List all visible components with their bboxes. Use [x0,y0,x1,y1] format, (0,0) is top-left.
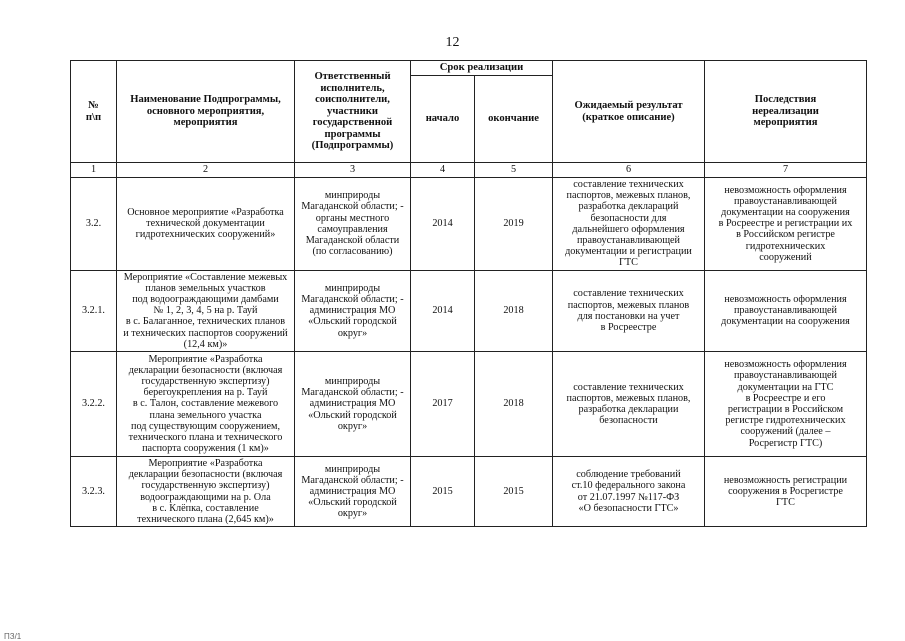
row-number: 3.2.2. [71,352,117,457]
executor: минприроды Магаданской области; - органы местного самоуправления Магаданской области (по согласованию) [295,178,411,271]
column-number: 5 [475,163,553,178]
page-number: 12 [445,35,460,50]
start-year: 2014 [411,270,475,351]
start-year: 2015 [411,457,475,527]
end-year: 2018 [475,270,553,351]
header-name: Наименование Подпрограммы, основного мероприятия, мероприятия [117,61,295,163]
consequence: невозможность регистрации сооружения в Росрегистре ГТС [705,457,867,527]
header-number: № п\п [71,61,117,163]
table-row [71,270,867,351]
header-end: окончание [475,76,553,163]
expected-result: составление технических паспортов, межевых планов для постановки на учет в Росреестре [553,270,705,351]
header-start: начало [411,76,475,163]
end-year: 2019 [475,178,553,271]
column-number: 4 [411,163,475,178]
header-consequence: Последствия нереализации мероприятия [705,61,867,163]
column-number: 3 [295,163,411,178]
table-row [71,457,867,527]
executor: минприроды Магаданской области; - администрация МО «Ольский городской округ» [295,270,411,351]
program-measures-table [70,60,867,527]
measure-name: Мероприятие «Разработка декларации безопасности (включая государственную экспертизу) водоограждающими на р. Ола в с. Клёпка, составление технического плана (2,645 км)» [117,457,295,527]
header-executor: Ответственный исполнитель, соисполнители, участники государственной программы (Подпрограммы) [295,61,411,163]
expected-result: составление технических паспортов, межевых планов, разработка декларации безопасности [553,352,705,457]
executor: минприроды Магаданской области; - администрация МО «Ольский городской округ» [295,457,411,527]
end-year: 2018 [475,352,553,457]
start-year: 2017 [411,352,475,457]
consequence: невозможность оформления правоустанавливающей документации на сооружения [705,270,867,351]
executor: минприроды Магаданской области; - администрация МО «Ольский городской округ» [295,352,411,457]
scan-mark: ПЗ/1 [4,632,22,641]
end-year: 2015 [475,457,553,527]
measure-name: Основное мероприятие «Разработка технической документации гидротехнических сооружений» [117,178,295,271]
header-period: Срок реализации [411,61,553,76]
measure-name: Мероприятие «Разработка декларации безопасности (включая государственную экспертизу) берегоукрепления на р. Тауй в с. Талон, составление межевого плана земельного участка под существующим сооружением, технического плана и технического паспорта сооружения (1 км)» [117,352,295,457]
expected-result: соблюдение требований ст.10 федерального закона от 21.07.1997 №117-ФЗ «О безопасности ГТС» [553,457,705,527]
column-number: 2 [117,163,295,178]
row-number: 3.2. [71,178,117,271]
start-year: 2014 [411,178,475,271]
consequence: невозможность оформления правоустанавливающей документации на сооружения в Росреестре и регистрации их в Российском регистре гидротехнических сооружений [705,178,867,271]
row-number: 3.2.3. [71,457,117,527]
measure-name: Мероприятие «Составление межевых планов земельных участков под водоограждающими дамбами № 1, 2, 3, 4, 5 на р. Тауй в с. Балаганное, технических планов и технических паспортов сооружений (12,4 км)» [117,270,295,351]
consequence: невозможность оформления правоустанавливающей документации на ГТС в Росреестре и его регистрации в Российском регистре гидротехнических сооружений (далее – Росрегистр ГТС) [705,352,867,457]
column-number: 6 [553,163,705,178]
expected-result: составление технических паспортов, межевых планов, разработка деклараций безопасности для дальнейшего оформления правоустанавливающей документации и регистрации ГТС [553,178,705,271]
table-row [71,352,867,457]
column-number: 7 [705,163,867,178]
column-numbers-row [71,163,867,178]
column-number: 1 [71,163,117,178]
table-header-row [71,61,867,76]
header-result: Ожидаемый результат (краткое описание) [553,61,705,163]
row-number: 3.2.1. [71,270,117,351]
table-row [71,178,867,271]
